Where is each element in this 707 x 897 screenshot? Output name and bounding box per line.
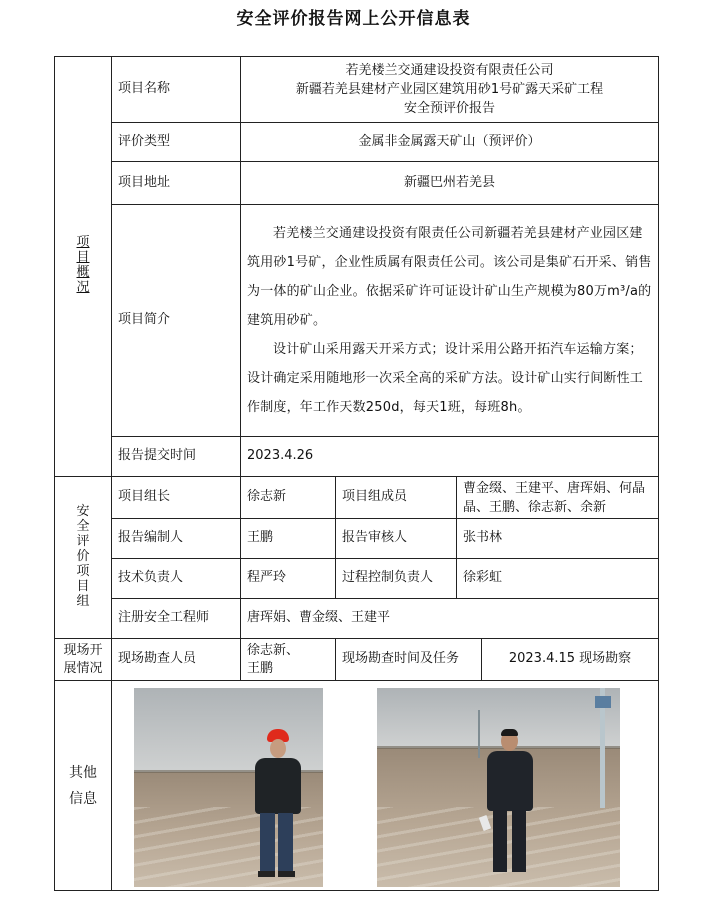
other-section-label: 其他信息 <box>55 681 112 891</box>
process-control-label: 过程控制负责人 <box>336 559 457 599</box>
author-value: 王鹏 <box>241 519 336 559</box>
intro-text: 若羌楼兰交通建设投资有限责任公司新疆若羌县建材产业园区建筑用砂1号矿，企业性质属有限责任公司。该公司是集矿石开采、销售为一体的矿山企业。依据采矿许可证设计矿山生产规模为80万m³/a的建筑用砂矿。 设计矿山采用露天开采方式；设计采用公路开拓汽车运输方案；设计确定采用随地形一次采全高的采矿方法。设计矿山实行间断性工作制度，年工作天数250d，每天1班，每班8h。 <box>241 205 659 437</box>
reviewer-label: 报告审核人 <box>336 519 457 559</box>
overview-section-label: 项目概况 <box>55 57 112 477</box>
address-label: 项目地址 <box>112 162 241 205</box>
page-title: 安全评价报告网上公开信息表 <box>236 9 471 29</box>
eval-type-label: 评价类型 <box>112 123 241 162</box>
tech-lead-value: 程严玲 <box>241 559 336 599</box>
reviewer-value: 张书林 <box>457 519 659 559</box>
tech-lead-label: 技术负责人 <box>112 559 241 599</box>
inspection-time-label: 现场勘查时间及任务 <box>336 639 482 681</box>
intro-label: 项目简介 <box>112 205 241 437</box>
project-name-value: 若羌楼兰交通建设投资有限责任公司 新疆若羌县建材产业园区建筑用砂1号矿露天采矿工程 安全预评价报告 <box>241 57 659 123</box>
members-label: 项目组成员 <box>336 477 457 519</box>
project-name-label: 项目名称 <box>112 57 241 123</box>
safety-engineer-label: 注册安全工程师 <box>112 599 241 639</box>
team-section-label: 安全评价项目组 <box>55 477 112 639</box>
members-value: 曹金缀、王建平、唐珲娟、何晶晶、王鹏、徐志新、余新 <box>457 477 659 519</box>
inspectors-value: 徐志新、王鹏 <box>241 639 336 681</box>
site-section-label: 现场开展情况 <box>55 639 112 681</box>
site-photo-1 <box>134 688 323 887</box>
safety-engineer-value: 唐珲娟、曹金缀、王建平 <box>241 599 659 639</box>
inspection-time-value: 2023.4.15 现场勘察 <box>482 639 659 681</box>
eval-type-value: 金属非金属露天矿山（预评价） <box>241 123 659 162</box>
site-photo-2 <box>377 688 620 887</box>
address-value: 新疆巴州若羌县 <box>241 162 659 205</box>
submit-time-label: 报告提交时间 <box>112 437 241 477</box>
leader-value: 徐志新 <box>241 477 336 519</box>
submit-time-value: 2023.4.26 <box>241 437 659 477</box>
process-control-value: 徐彩虹 <box>457 559 659 599</box>
inspectors-label: 现场勘查人员 <box>112 639 241 681</box>
author-label: 报告编制人 <box>112 519 241 559</box>
leader-label: 项目组长 <box>112 477 241 519</box>
